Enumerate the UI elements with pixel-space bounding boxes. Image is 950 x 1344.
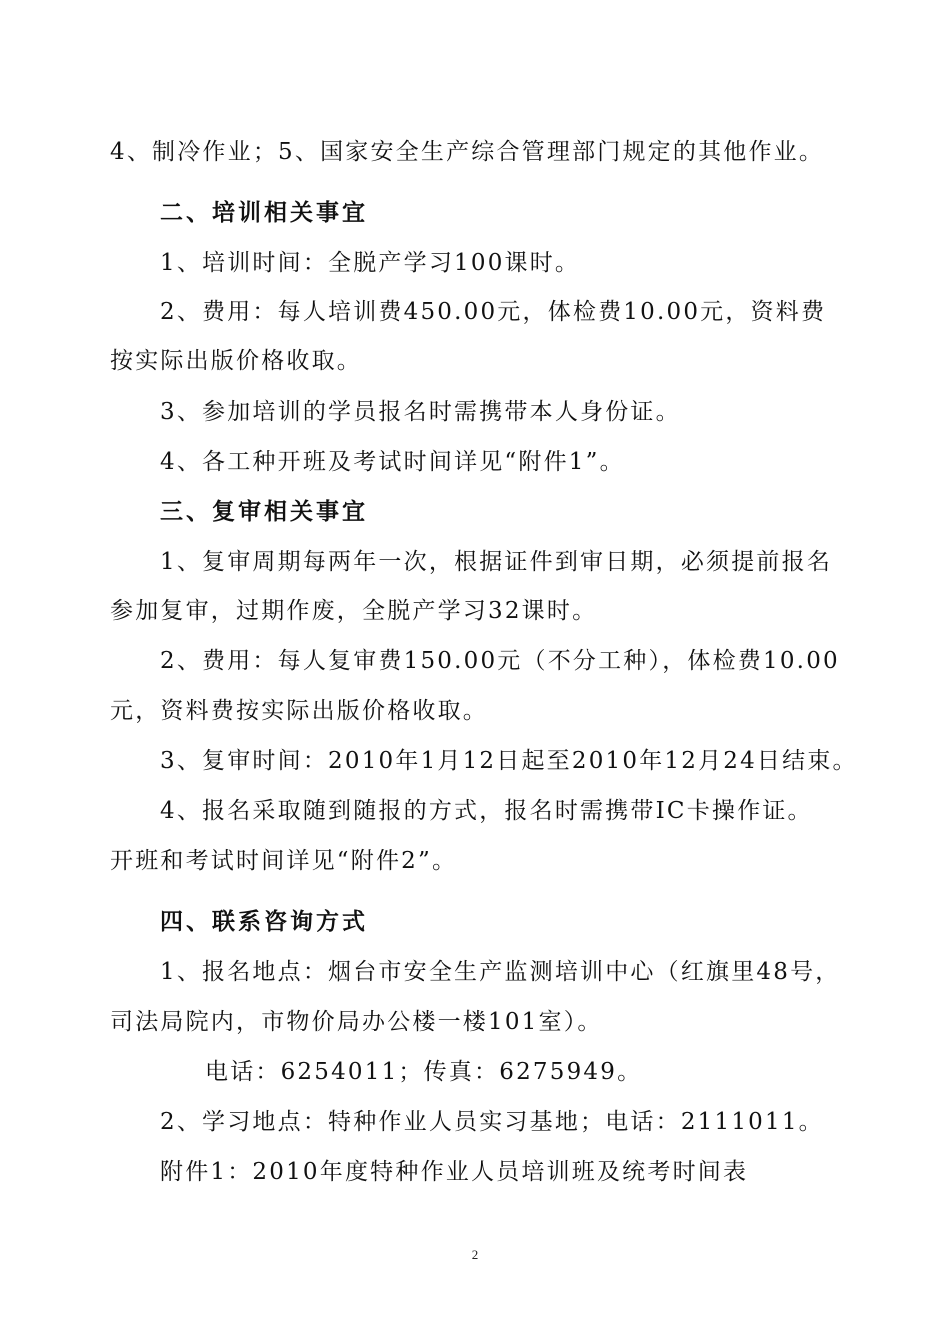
section-heading-training: 二、培训相关事宜 [160,199,368,226]
text-line-training-fee: 2、费用：每人培训费450.00元，体检费10.00元，资料费 [160,299,827,325]
text-line-contact-address-cont: 司法局院内，市物价局办公楼一楼101室）。 [110,1009,603,1035]
text-line-review-fee-cont: 元，资料费按实际出版价格收取。 [110,698,488,724]
text-line-contact-address: 1、报名地点：烟台市安全生产监测培训中心（红旗里48号， [160,959,841,985]
text-line-review-fee: 2、费用：每人复审费150.00元（不分工种），体检费10.00 [160,648,840,674]
text-line-review-time: 3、复审时间：2010年1月12日起至2010年12月24日结束。 [160,748,858,774]
text-line-attachment: 附件1：2010年度特种作业人员培训班及统考时间表 [160,1159,749,1185]
text-line-review-register: 4、报名采取随到随报的方式，报名时需携带IC卡操作证。 [160,798,813,824]
text-line-review-register-cont: 开班和考试时间详见“附件2”。 [110,848,458,874]
text-line-review-cycle-cont: 参加复审，过期作废，全脱产学习32课时。 [110,598,598,624]
text-line-training-id: 3、参加培训的学员报名时需携带本人身份证。 [160,399,681,425]
text-line-study-location: 2、学习地点：特种作业人员实习基地；电话：2111011。 [160,1109,824,1135]
text-line-training-schedule: 4、各工种开班及考试时间详见“附件1”。 [160,449,625,475]
page-number: 2 [471,1247,479,1262]
text-line-work-types: 4、制冷作业；5、国家安全生产综合管理部门规定的其他作业。 [110,139,825,165]
text-line-contact-phone: 电话：6254011；传真：6275949。 [205,1059,643,1085]
text-line-training-time: 1、培训时间：全脱产学习100课时。 [160,250,581,276]
text-line-review-cycle: 1、复审周期每两年一次，根据证件到审日期，必须提前报名 [160,549,833,575]
section-heading-contact: 四、联系咨询方式 [160,908,368,935]
section-heading-review: 三、复审相关事宜 [160,498,368,525]
text-line-training-fee-cont: 按实际出版价格收取。 [110,348,362,374]
